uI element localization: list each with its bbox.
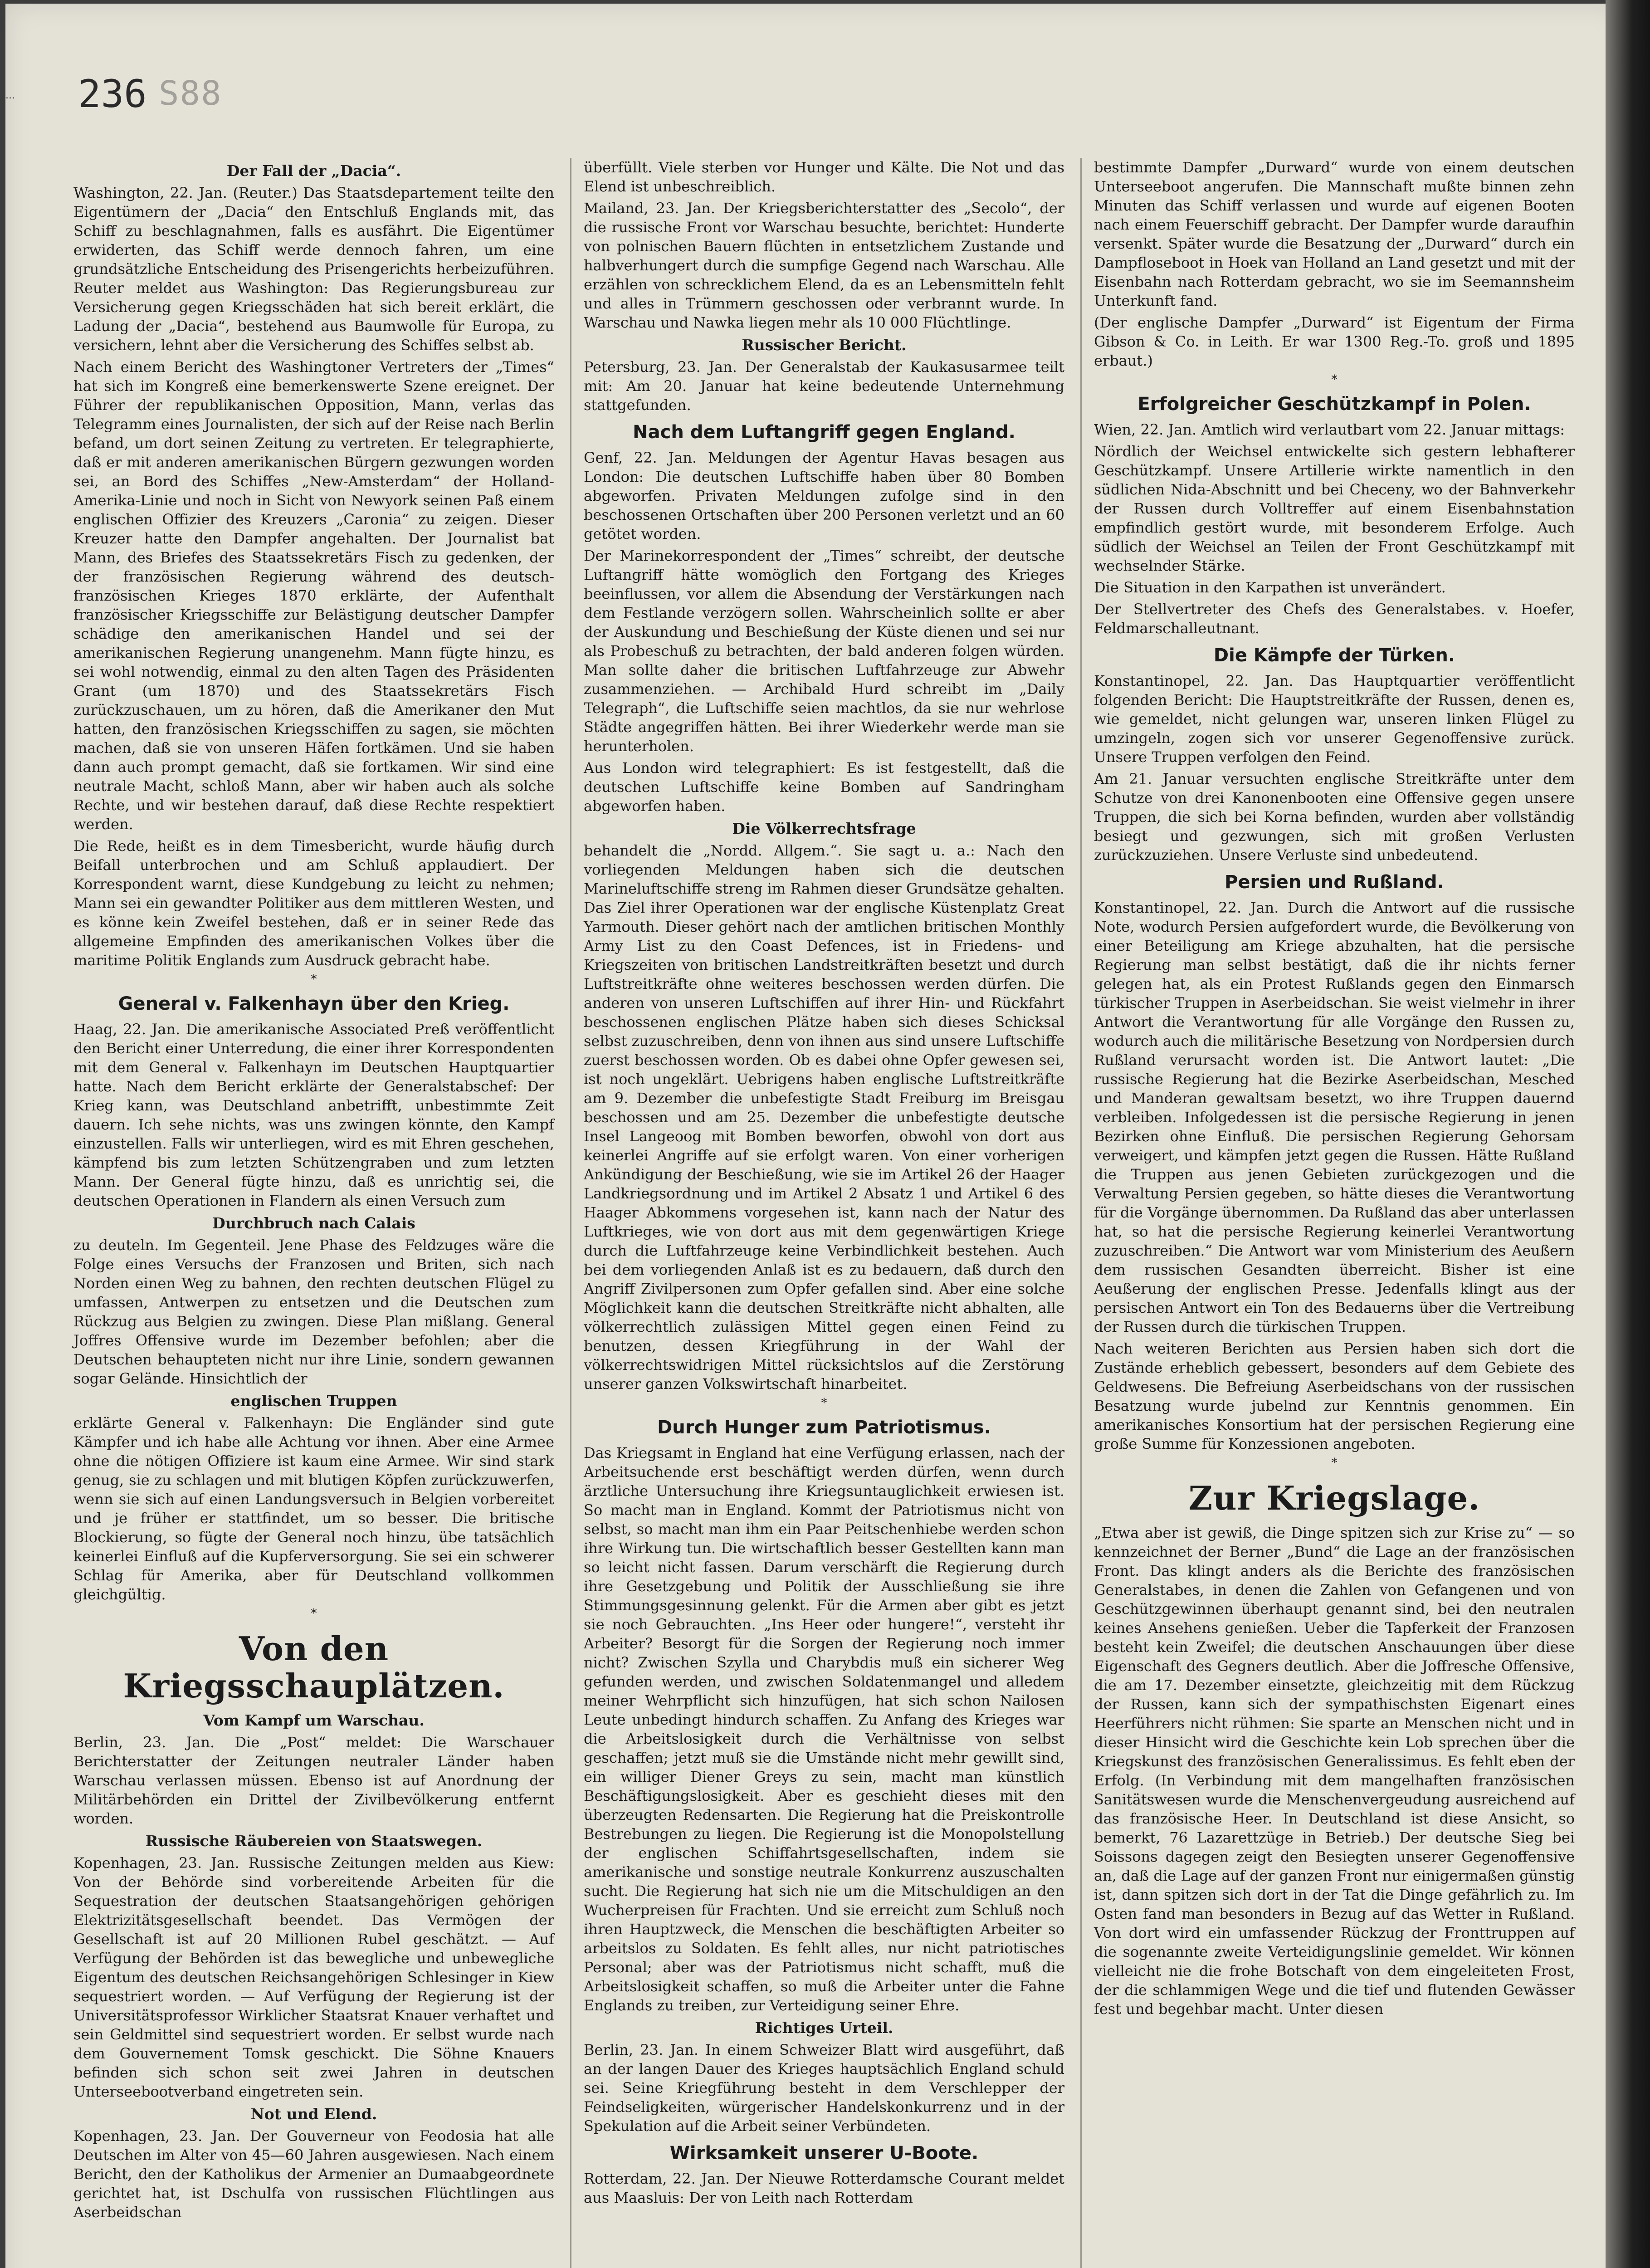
- column-divider: [1080, 158, 1082, 2268]
- article-heading: Der Fall der „Dacia“.: [226, 162, 401, 180]
- page-number-stamp: S88: [159, 74, 222, 113]
- article-paragraph: Konstantinopel, 22. Jan. Das Hauptquartier veröffentlicht folgenden Bericht: Die Hauptstreitkräfte der Russen, denen es, wie gemeldet, nicht gelungen war, unseren linken Flügel zu umzingeln, zogen sich vor unserer Gegenoffensive zurück. Unsere Truppen verfolgen den Feind.: [1094, 672, 1575, 766]
- article-paragraph: Haag, 22. Jan. Die amerikanische Associated Preß veröffentlicht den Bericht einer Unterredung, die einer ihrer Korrespondenten mit dem General v. Falkenhayn im Deutschen Hauptquartier hatte. Nach dem Bericht erklärte der Generalstabschef: Der Krieg kann, was Deutschland anbetrifft, unbestimmte Zeit dauern. Ich sehe nichts, was uns zwingen könnte, den Kampf einzustellen. Falls wir unterliegen, wird es mit Ehren geschehen, kämpfend bis zum letzten Schützengraben und zum letzten Mann. Der General fügte hinzu, daß es unrichtig sei, die deutschen Operationen in Flandern als einen Versuch zum: [73, 1021, 554, 1209]
- article-paragraph: Kopenhagen, 23. Jan. Der Gouverneur von Feodosia hat alle Deutschen im Alter von 45—60 Jahren ausgewiesen. Nach einem Bericht, den der Katholikus der Armenier an Dumaabgeordnete gerichtet hat, ist Dschulfa von russischen Flüchtlingen aus Aserbeidschan: [73, 2127, 554, 2221]
- article-paragraph: Petersburg, 23. Jan. Der Generalstab der Kaukasusarmee teilt mit: Am 20. Januar hat keine bedeutende Unternehmung stattgefunden.: [584, 358, 1064, 414]
- section-subheading: Richtiges Urteil.: [755, 2019, 893, 2037]
- article-paragraph: behandelt die „Nordd. Allgem.“. Sie sagt u. a.: Nach den vorliegenden Meldungen haben sich die deutschen Marineluftschiffe streng im Rahmen dieser Grundsätze gehalten. Das Ziel ihrer Operationen war der englische Küstenplatz Great Yarmouth. Dieser gehört nach der amtlichen britischen Monthly Army List zu den Coast Defences, ist in Friedens- und Kriegszeiten von britischen Landstreitkräften besetzt und durch Luftstreitkräfte ohne weiteres beschossen werden dürfen. Die anderen von unseren Luftschiffen auf ihrer Hin- und Rückfahrt beschossenen englischen Plätze haben sich dieses Schicksal selbst zuzuschreiben, denn von ihnen aus sind unsere Luftschiffe zuerst beschossen worden. Ob es dabei ohne Opfer gewesen sei, ist noch ungeklärt. Uebrigens haben englische Luftstreitkräfte am 9. Dezember die unbefestigte Stadt Freiburg im Breisgau beschossen und am 25. Dezember die unbefestigte deutsche Insel Langeoog mit Bomben beworfen, obwohl von dort aus keinerlei Angriffe auf sie erfolgt waren. Von einer vorherigen Ankündigung der Beschießung, wie sie im Artikel 26 der Haager Landkriegsordnung und im Artikel 2 Absatz 1 und Artikel 6 des Haager Abkommens vorgesehen ist, kann nach der Natur des Luftkrieges, wie von dort aus mit dem gegenwärtigen Kriege durch die Luftfahrzeuge keine Verbindlichkeit bestehen. Auch bei dem vorliegenden Anlaß ist es zu bedauern, daß durch den Angriff Zivilpersonen zum Opfer gefallen sind. Aber eine solche Möglichkeit kann die deutschen Streitkräfte nicht abhalten, alle völkerrechtlich zulässigen Mittel gegen einen Feind zu benutzen, dessen Kriegführung in der Wahl der völkerrechtswidrigen Mittel rücksichtslos auf die Zerstörung unserer ganzen Volkswirtschaft hinarbeitet.: [584, 842, 1064, 1393]
- article-paragraph: „Etwa aber ist gewiß, die Dinge spitzen sich zur Krise zu“ — so kennzeichnet der Berner „Bund“ die Lage an der französischen Front. Das klingt anders als die Berichte des französischen Generalstabes, in denen die Zahlen von Gefangenen und von Geschützgewinnen überhaupt genannt sind, bei den neutralen keines Ansehens genießen. Ueber die Tapferkeit der Franzosen besteht kein Zweifel; die deutschen Anschauungen über diese Eigenschaft des Gegners deutlich. Aber die Joffresche Offensive, die am 17. Dezember einsetzte, gleichzeitig mit dem Rückzug der Russen, kann sich der sympathischsten Eigenart eines Heerführers nicht rühmen: Sie sparte an Menschen nicht und in dieser Hinsicht wird die Geschichte kein Lob sprechen über die Kriegskunst des französischen Generalissimus. Es fehlt eben der Erfolg. (In Verbindung mit dem mangelhaften französischen Sanitätswesen wurde die Menschenvergeudung ausreichend auf das französische Heer. In Deutschland ist diese Ansicht, so bemerkt, 76 Lazarettzüge in Betrieb.) Der deutsche Sieg bei Soissons dagegen zeigt den Besiegten unserer Gegenoffensive an, daß die Lage auf der ganzen Front nur einigermaßen günstig ist, dann spitzen sich dort in der Tat die Dinge gefährlich zu. Im Osten fand man besonders in Bezug auf das Wetter in Rußland. Von dort wird ein umfassender Rückzug der Fronttruppen auf die sogenannte zweite Verteidigungslinie gemeldet. Wir können vielleicht nie die frohe Botschaft von dem eingeleiteten Frost, der die schlammigen Wege und die tief und flutenden Gewässer fest und begehbar macht. Unter diesen: [1094, 1524, 1575, 2018]
- column-3: [1094, 158, 1575, 2021]
- section-subheading: Not und Elend.: [250, 2105, 377, 2123]
- article-paragraph: Aus London wird telegraphiert: Es ist festgestellt, daß die deutschen Luftschiffe keine Bomben auf Sandringham abgeworfen haben.: [584, 759, 1064, 815]
- article-paragraph: Die Situation in den Karpathen ist unverändert.: [1094, 579, 1446, 596]
- separator-star: *: [1331, 373, 1338, 386]
- separator-star: *: [1331, 1456, 1338, 1470]
- article-paragraph: Nördlich der Weichsel entwickelte sich gestern lebhafterer Geschützkampf. Unsere Artillerie wirkte namentlich in den südlichen Nida-Abschnitt und bei Checeny, wo der Bahnverkehr der Russen durch Volltreffer auf einem Eisenbahnstation empfindlich gestört wurde, mit besonderem Erfolge. Auch südlich der Weichsel an Teilen der Front Geschützkampf mit wechselnder Stärke.: [1094, 443, 1575, 574]
- article-heading: General v. Falkenhayn über den Krieg.: [118, 993, 510, 1014]
- article-paragraph: Nach weiteren Berichten aus Persien haben sich dort die Zustände erheblich gebessert, besonders auf dem Gebiete des Geldwesens. Die Befreiung Aserbeidschans von der russischen Besatzung wurde jubelnd zur Kenntnis genommen. Ein amerikanisches Konsortium hat der persischen Regierung eine große Summe für Konzessionen angeboten.: [1094, 1340, 1575, 1452]
- article-paragraph: Nach einem Bericht des Washingtoner Vertreters der „Times“ hat sich im Kongreß eine bemerkenswerte Szene ereignet. Der Führer der republikanischen Opposition, Mann, verlas das Telegramm eines Journalisten, der sich auf der Reise nach Berlin befand, um dort seinen Zeitung zu vertreten. Er telegraphierte, daß er mit anderen amerikanischen Bürgern gezwungen worden sei, an Bord des Schiffes „New-Amsterdam“ der Holland-Amerika-Linie und noch in Sicht von Newyork seinen Paß einem englischen Offizier des Kreuzers „Caronia“ zu zeigen. Dieser Kreuzer hatte den Dampfer angehalten. Der Journalist bat Mann, des Briefes des Staatssekretärs Fisch zu gedenken, der der französischen Regierung während des deutsch-französischen Krieges 1870 erklärte, der Aufenthalt französischer Kriegsschiffe zur Belästigung deutscher Dampfer schädige den amerikanischen Handel und sei der amerikanischen Regierung unangenehm. Mann fügte hinzu, es sei wohl notwendig, einmal zu den alten Tagen des Präsidenten Grant (um 1870) und des Staatssekretärs Fisch zurückzuschauen, um zu hören, daß die Amerikaner den Mut hatten, den französischen Kriegsschiffen zu sagen, sie möchten machen, daß sie von unseren Häfen fortkämen. Und sie haben dann auch prompt gemacht, daß sie fortkamen. Wir sind eine neutrale Macht, schloß Mann, aber wir haben auch als solche Rechte, und wir bestehen darauf, daß diese Rechte respektiert werden.: [73, 358, 554, 833]
- article-paragraph: erklärte General v. Falkenhayn: Die Engländer sind gute Kämpfer und ich habe alle Achtung vor ihnen. Aber eine Armee ohne die nötigen Offiziere ist kaum eine Armee. Wir sind stark genug, sie zu schlagen und mit blutigen Köpfen zurückzuwerfen, wenn sie sich auf einen Landungsversuch in Belgien vorbereitet und je früher er stattfindet, um so besser. Die britische Blockierung, so fügte der General noch hinzu, übe tatsächlich keinerlei Einfluß auf die Kupferversorgung. Sie sei ein schwerer Schlag für Amerika, aber für Deutschland vollkommen gleichgültig.: [73, 1414, 554, 1603]
- article-paragraph: Mailand, 23. Jan. Der Kriegsberichterstatter des „Secolo“, der die russische Front vor Warschau besuchte, berichtet: Hunderte von polnischen Bauern flüchten in entsetzlichem Zustande und halbverhungert durch die sumpfige Gegend nach Warschau. Alle erzählen von schrecklichem Elend, da es an Lebensmitteln fehlt und alles in Trümmern geschossen oder verbrannt wurde. In Warschau und Nawka liegen mehr als 10 000 Flüchtlinge.: [584, 200, 1064, 331]
- article-paragraph: Wien, 22. Jan. Amtlich wird verlautbart vom 22. Januar mittags:: [1094, 421, 1565, 438]
- article-paragraph: Das Kriegsamt in England hat eine Verfügung erlassen, nach der Arbeitsuchende erst beschäftigt werden dürfen, wenn durch ärztliche Untersuchung ihre Kriegsuntauglichkeit erwiesen ist. So macht man in England. Kommt der Patriotismus nicht von selbst, so macht man ihm ein Paar Peitschenhiebe werden schon ihre Wirkung tun. Die wirtschaftlich besser Gestellten kann man so leicht nicht fassen. Darum verschärft die Regierung durch ihre Gesetzgebung und Politik der Ausschließung sie ihre Stimmungsgesinnung gelenkt. Für die Armen aber gibt es jetzt sie noch Gebrauchten. „Ins Heer oder hungere!“, versteht ihr Arbeiter? Besorgt für die Sorgen der Regierung noch immer nicht? Zwischen Szylla und Charybdis muß ein sicherer Weg gefunden werden, und zwischen Soldatenmangel und alledem meiner Wehrpflicht sich hinzufügen, hat sich schon Nailosen Leute unbedingt hindurch schaffen. Zu Anfang des Krieges war die Arbeitslosigkeit durch die Verhältnisse von selbst geschaffen; jetzt muß sie die Umstände nicht mehr gewillt sind, ein williger Diener Greys zu sein, macht man künstlich Beschäftigungslosigkeit. Aber es geschieht dieses mit den überzeugten Redensarten. Die Regierung hat die Preiskontrolle Bestrebungen zu liegen. Die Regierung ist die Monopolstellung der englischen Schiffahrtsgesellschaften, indem sie amerikanische und sonstige neutrale Konkurrenz auszuschalten sucht. Die Regierung hat sich nie um die Mitschuldigen an den Wucherpreisen für Frachten. Und sie erreicht zum Schluß noch ihren Hauptzweck, die Menschen die beschäftigten Arbeiter so arbeitslos zu Soldaten. Es fehlt alles, nur nicht patriotisches Personal; aber was der Patriotismus nicht schafft, muß die Arbeitslosigkeit schaffen, so muß die Arbeiter unter die Fahne Englands zu treiben, zur Verteidigung seiner Ehre.: [584, 1444, 1064, 2014]
- scan-edge-shadow: [1606, 0, 1650, 2268]
- section-subheading: Die Völkerrechtsfrage: [732, 820, 916, 837]
- article-heading: Durch Hunger zum Patriotismus.: [657, 1417, 991, 1438]
- article-heading: Wirksamkeit unserer U-Boote.: [669, 2143, 979, 2164]
- article-heading: Erfolgreicher Geschützkampf in Polen.: [1137, 394, 1531, 415]
- separator-star: *: [311, 973, 317, 986]
- article-heading: Persien und Rußland.: [1225, 872, 1444, 893]
- newspaper-page: [5, 4, 1625, 2268]
- article-paragraph: Der Stellvertreter des Chefs des Generalstabes. v. Hoefer, Feldmarschalleutnant.: [1094, 601, 1575, 637]
- separator-star: *: [311, 1607, 317, 1620]
- article-paragraph: (Der englische Dampfer „Durward“ ist Eigentum der Firma Gibson & Co. in Leith. Er war 1300 Reg.-To. groß und 1895 erbaut.): [1094, 314, 1575, 369]
- page-number: 236: [78, 72, 147, 116]
- article-paragraph: überfüllt. Viele sterben vor Hunger und Kälte. Die Not und das Elend ist unbeschreiblich.: [584, 159, 1064, 195]
- article-paragraph: Konstantinopel, 22. Jan. Durch die Antwort auf die russische Note, wodurch Persien aufgefordert wurde, die Bevölkerung von einer Beteiligung am Kriege abzuhalten, hat die persische Regierung man selbst bestätigt, daß die ihr nichts ferner gelegen hat, als ein Protest Rußlands gegen den Einmarsch türkischer Truppen in Aserbeidschan. Sie weist vielmehr in ihrer Antwort die Verantwortung für alle Vorgänge den Russen zu, wodurch auch die militärische Besetzung von Nordpersien durch Rußland verursacht worden ist. Die Antwort lautet: „Die russische Regierung hat die Bezirke Aserbeidschan, Mesched und Manderan gewaltsam besetzt, wo ihre Truppen dauernd verbleiben. Infolgedessen ist die persische Regierung in jenen Bezirken ohne Einfluß. Die persischen Regierung Gehorsam verweigert, und kämpfen jetzt gegen die Russen. Hätte Rußland die Truppen aus jenen Gebieten zurückgezogen und die Verwaltung Persien gegeben, so hätte dieses die Verantwortung für die Vorgänge übernommen. Da Rußland das aber unterlassen hat, so hat die persische Regierung keinerlei Verantwortung zuzuschreiben.“ Die Antwort war vom Ministerium des Aeußern dem russischen Gesandten überreicht. Bisher ist eine Aeußerung der englischen Presse. Jedenfalls klingt aus der persischen Antwort ein Ton des Bedauerns über die Vertreibung der Russen durch die türkischen Truppen.: [1094, 899, 1575, 1335]
- section-subheading: Russischer Bericht.: [742, 336, 907, 354]
- article-paragraph: bestimmte Dampfer „Durward“ wurde von einem deutschen Unterseeboot angerufen. Die Mannschaft mußte binnen zehn Minuten das Schiff verlassen und wurde auf eigenen Booten nach einem Feuerschiff gebracht. Der Dampfer wurde daraufhin versenkt. Später wurde die Besatzung der „Durward“ durch ein Dampfloseboot in Hoek van Holland an Land gesetzt und mit der Eisenbahn nach Rotterdam gebracht, wo sie im Seemannsheim Unterkunft fand.: [1094, 159, 1575, 309]
- article-paragraph: Der Marinekorrespondent der „Times“ schreibt, der deutsche Luftangriff hätte womöglich den Fortgang des Krieges beeinflussen, vor allem die Absendung der Verstärkungen nach dem Festlande verzögern sollen. Wahrscheinlich sollte er aber der Auskundung und Beschießung der Küste dienen und sei nur als Probeschuß zu betrachten, der bald anderen folgen würden. Man sollte daher die britischen Luftfahrzeuge zur Abwehr zusammenziehen. — Archibald Hurd schreibt im „Daily Telegraph“, die Luftschiffe seien machtlos, da sie nur wehrlose Städte angegriffen hätten. Bei ihrer Wiederkehr werde man sie herunterholen.: [584, 547, 1064, 755]
- margin-mark: ...: [5, 90, 15, 101]
- column-1: [73, 158, 554, 2224]
- article-paragraph: Genf, 22. Jan. Meldungen der Agentur Havas besagen aus London: Die deutschen Luftschiffe haben über 80 Bomben abgeworfen. Privaten Meldungen zufolge sind in den beschossenen Ortschaften über 200 Personen verletzt und an 60 getötet worden.: [584, 449, 1064, 543]
- article-paragraph: Berlin, 23. Jan. In einem Schweizer Blatt wird ausgeführt, daß an der langen Dauer des Krieges hauptsächlich England schuld sei. Seine Kriegführung besteht in dem Verschlepper der Feindseligkeiten, würgerischer Handelskonkurrenz und in der Spekulation auf die Arbeit seiner Verbündeten.: [584, 2041, 1064, 2135]
- section-subheading: Durchbruch nach Calais: [212, 1214, 415, 1232]
- article-paragraph: Rotterdam, 22. Jan. Der Nieuwe Rotterdamsche Courant meldet aus Maasluis: Der von Leith nach Rotterdam: [584, 2170, 1064, 2206]
- column-2: [584, 158, 1064, 2210]
- section-subheading: englischen Truppen: [230, 1392, 397, 1410]
- article-paragraph: Die Rede, heißt es in dem Timesbericht, wurde häufig durch Beifall unterbrochen und am Schluß applaudiert. Der Korrespondent warnt, diese Kundgebung zu leicht zu nehmen; Mann sei ein gewandter Politiker aus dem mittleren Westen, und es könne kein Zweifel bestehen, daß er in seiner Rede das allgemeine Empfinden des amerikanischen Volkes über die maritime Politik Englands zum Ausdruck gebracht habe.: [73, 837, 554, 969]
- article-paragraph: Am 21. Januar versuchten englische Streitkräfte unter dem Schutze von drei Kanonenbooten eine Offensive gegen unsere Truppen, die sich bei Korna befinden, wurden aber vollständig besiegt und gezwungen, sich mit großen Verlusten zurückzuziehen. Unsere Verluste sind unbedeutend.: [1094, 770, 1575, 864]
- article-paragraph: zu deuteln. Im Gegenteil. Jene Phase des Feldzuges wäre die Folge eines Versuchs der Franzosen und Briten, sich nach Norden einen Weg zu bahnen, den rechten deutschen Flügel zu umfassen, Antwerpen zu entsetzen und die Deutschen zum Rückzug aus Belgien zu zwingen. Diese Plan mißlang. General Joffres Offensive wurde im Dezember befohlen; aber die Deutschen behaupteten nicht nur ihre Linie, sondern gewannen sogar Gelände. Hinsichtlich der: [73, 1237, 554, 1387]
- article-paragraph: Washington, 22. Jan. (Reuter.) Das Staatsdepartement teilte den Eigentümern der „Dacia“ den Entschluß Englands mit, das Schiff zu beschlagnahmen, falls es ausfährt. Die Eigentümer erwiderten, das Schiff werde dennoch fahren, um eine grundsätzliche Entscheidung des Prisengerichts herbeizuführen. Reuter meldet aus Washington: Das Regierungsbureau zur Versicherung gegen Kriegsschäden hat sich bereit erklärt, die Ladung der „Dacia“, bestehend aus Baumwolle für Europa, zu versichern, lehnt aber die Versicherung des Schiffes selbst ab.: [73, 184, 554, 354]
- section-subheading: Russische Räubereien von Staatswegen.: [145, 1832, 483, 1850]
- column-divider: [570, 158, 571, 2268]
- section-title: Zur Kriegslage.: [1188, 1479, 1480, 1517]
- section-title: Von den Kriegsschauplätzen.: [123, 1629, 505, 1705]
- section-subheading: Vom Kampf um Warschau.: [203, 1711, 425, 1729]
- article-heading: Die Kämpfe der Türken.: [1213, 645, 1455, 666]
- article-paragraph: Kopenhagen, 23. Jan. Russische Zeitungen melden aus Kiew: Von der Behörde sind vorbereitende Arbeiten für die Sequestration der deutschen Staatsangehörigen gehörigen Elektrizitätsgesellschaft beendet. Das Vermögen der Gesellschaft ist auf 20 Millionen Rubel geschätzt. — Auf Verfügung der Behörden ist das bewegliche und unbewegliche Eigentum des deutschen Reichsangehörigen Schlesinger in Kiew sequestriert worden. — Auf Verfügung der Regierung ist der Universitätsprofessor Wirklicher Staatsrat Knauer verhaftet und sein Geldmittel sind sequestriert worden. Er selbst wurde nach dem Gouvernement Tomsk geschickt. Die Söhne Knauers befinden sich schon seit zwei Jahren in deutschen Unterseebootverband eingetreten sein.: [73, 1854, 554, 2100]
- separator-star: *: [821, 1396, 827, 1410]
- article-heading: Nach dem Luftangriff gegen England.: [633, 422, 1015, 443]
- article-paragraph: Berlin, 23. Jan. Die „Post“ meldet: Die Warschauer Berichterstatter der Zeitungen neutraler Länder haben Warschau verlassen müssen. Ebenso ist auf Anordnung der Militärbehörden ein Drittel der Zivilbevölkerung entfernt worden.: [73, 1734, 554, 1827]
